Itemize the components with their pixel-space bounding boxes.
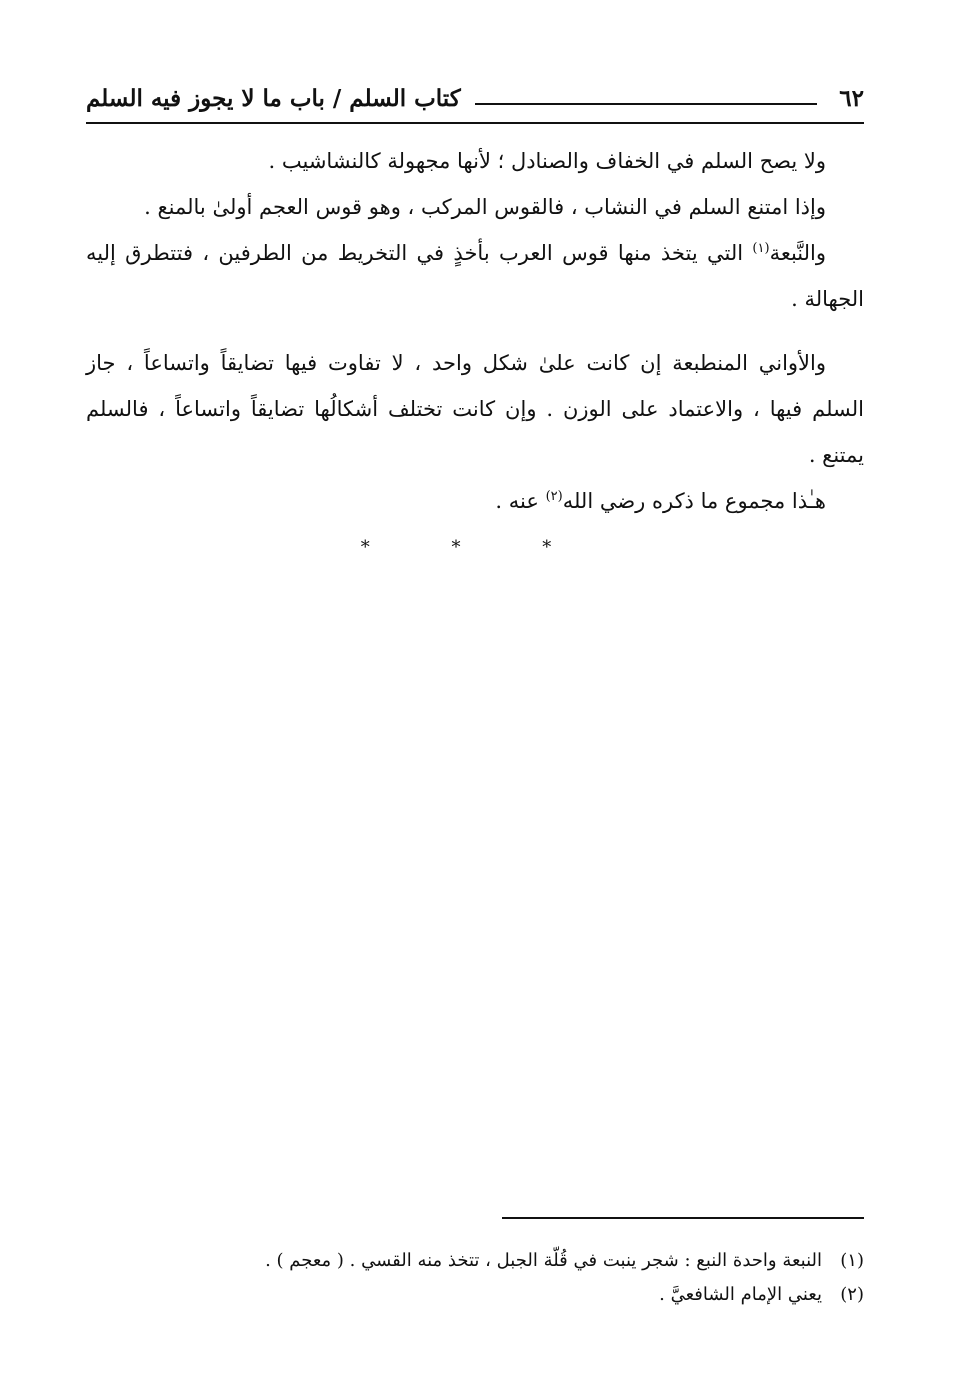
section-separator: * * *: [360, 537, 590, 558]
footnote-number: (٢): [840, 1284, 864, 1305]
paragraph-3-start: والنَّبعة: [769, 241, 826, 265]
paragraph-2: وإذا امتنع السلم في النشاب ، فالقوس المركب ، وهو قوس العجم أولىٰ بالمنع .: [144, 195, 826, 219]
paragraph-1: ولا يصح السلم في الخفاف والصنادل ؛ لأنها مجهولة كالنشاشيب .: [268, 149, 826, 173]
running-header: [86, 82, 864, 124]
page-number: ٦٢: [839, 84, 864, 112]
paragraph-5-start: هـٰذا مجموع ما ذكره رضي الله: [562, 489, 826, 513]
paragraph-3: [86, 230, 864, 322]
footnote-2: [86, 1278, 864, 1312]
paragraph-5-rest: عنه .: [495, 489, 546, 513]
footnotes: [86, 1244, 864, 1312]
footnote-ref-2: (٢): [545, 489, 563, 504]
footnote-rule: [502, 1217, 864, 1219]
footnote-number: (١): [840, 1250, 864, 1271]
header-rule: [475, 103, 818, 105]
paragraph-3-rest: التي يتخذ منها قوس العرب بأخذٍ في التخريط من الطرفين ، فتتطرق إليه الجهالة .: [86, 241, 864, 311]
paragraph-4: والأواني المنطبعة إن كانت علىٰ شكل واحد ، لا تفاوت فيها تضايقاً واتساعاً ، جاز السلم فيها ، والاعتماد على الوزن . وإن كانت تختلف أشكالُها تضايقاً واتساعاً ، فالسلم يمتنع .: [86, 351, 864, 467]
footnote-1: [86, 1244, 864, 1278]
footnote-text: النبعة واحدة النبع : شجر ينبت في قُلّة الجبل ، تتخذ منه القسي . ( معجم ) .: [265, 1250, 822, 1271]
paragraph-5: [86, 478, 864, 524]
footnote-text: يعني الإمام الشافعيَّ .: [659, 1284, 822, 1305]
running-title: كتاب السلم / باب ما لا يجوز فيه السلم: [86, 84, 461, 112]
footnote-ref-1: (١): [752, 241, 770, 256]
main-text: [86, 138, 864, 524]
